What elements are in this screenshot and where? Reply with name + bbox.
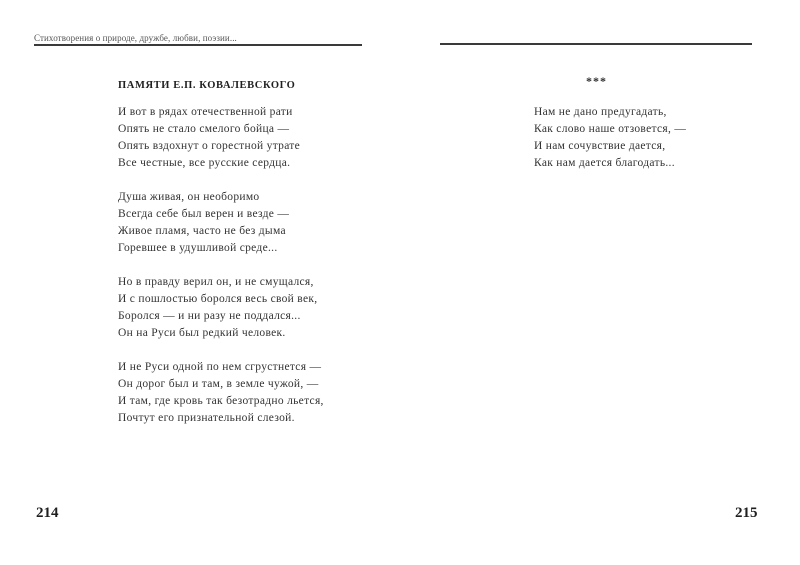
page-number: 214 xyxy=(36,505,59,521)
stanza xyxy=(118,359,324,427)
poem-line: И там, где кровь так безотрадно льется, xyxy=(118,395,324,407)
poem-body xyxy=(118,104,324,444)
poem-line: Почтут его признательной слезой. xyxy=(118,412,295,424)
header-rule xyxy=(34,44,362,46)
poem-line: Он дорог был и там, в земле чужой, — xyxy=(118,378,319,390)
asterism: *** xyxy=(586,74,607,88)
poem-title: ПАМЯТИ Е.П. КОВАЛЕВСКОГО xyxy=(118,80,296,91)
right-page xyxy=(400,0,800,565)
poem-line: И не Руси одной по нем сгрустнется — xyxy=(118,361,322,373)
poem-line: Опять вздохнут о горестной утрате xyxy=(118,140,301,152)
poem-line: И с пошлостью боролся весь свой век, xyxy=(118,293,318,305)
poem-line: Нам не дано предугадать, xyxy=(534,106,667,118)
poem-line: Живое пламя, часто не без дыма xyxy=(118,225,286,237)
poem-line: Душа живая, он необоримо xyxy=(118,191,260,203)
poem-line: Он на Руси был редкий человек. xyxy=(118,327,286,339)
poem-line: Боролся — и ни разу не поддался... xyxy=(118,310,301,322)
poem-line: Всегда себе был верен и везде — xyxy=(118,208,290,220)
poem-line: Как нам дается благодать... xyxy=(534,157,675,169)
poem-line: Но в правду верил он, и не смущался, xyxy=(118,276,314,288)
page-number: 215 xyxy=(735,505,758,521)
stanza xyxy=(118,274,324,342)
poem-line: И нам сочувствие дается, xyxy=(534,140,666,152)
poem-line: Все честные, все русские сердца. xyxy=(118,157,291,169)
poem-line: Горевшее в удушливой среде... xyxy=(118,242,278,254)
stanza xyxy=(118,104,324,172)
running-head: Стихотворения о природе, дружбе, любви, поэзии... xyxy=(34,33,237,43)
stanza xyxy=(534,104,686,172)
poem-line: Как слово наше отзовется, — xyxy=(534,123,687,135)
poem-line: И вот в рядах отечественной рати xyxy=(118,106,293,118)
poem-line: Опять не стало смелого бойца — xyxy=(118,123,290,135)
header-rule xyxy=(440,43,752,45)
poem-body xyxy=(534,104,686,189)
stanza xyxy=(118,189,324,257)
